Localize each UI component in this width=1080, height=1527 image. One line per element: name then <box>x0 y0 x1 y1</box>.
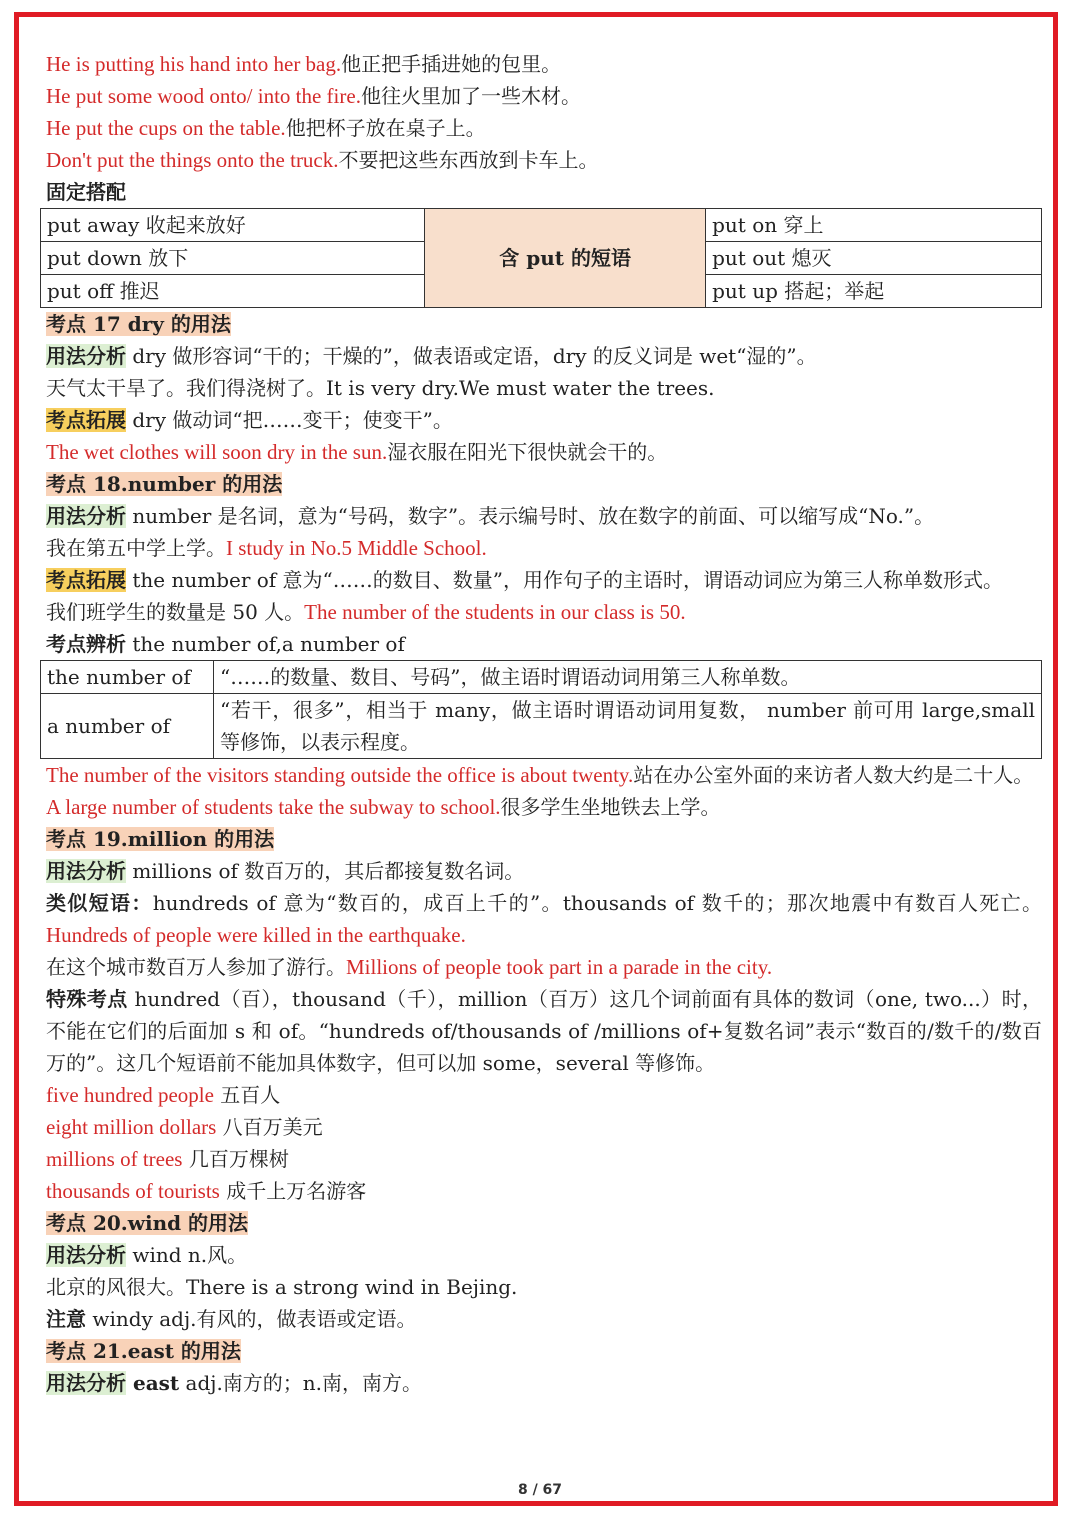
document-body <box>46 48 1042 1399</box>
special-point: 特殊考点 hundred（百），thousand（千），million（百万）这几个词前面有具体的数词（one, two...）时，不能在它们的后面加 s 和 of。“hundreds of/thousands of /millions of+复数名词”表示“数百的/数千的/数百万的”。这几个短语前不能加具体数字，但可以加 some，several 等修饰。 <box>46 987 1043 1075</box>
term-cell: the number of <box>41 661 214 694</box>
similar-phrases: 类似短语：hundreds of 意为“数百的，成百上千的”。thousands of 数千的；那次地震中有数百人死亡。Hundreds of people were killed in the earthquake. <box>46 891 1043 947</box>
phrase-example: thousands of tourists 成千上万名游客 <box>46 1179 367 1203</box>
note-line: 注意 windy adj.有风的，做表语或定语。 <box>46 1307 417 1331</box>
analysis-line: 用法分析 wind n.风。 <box>46 1243 248 1267</box>
section-title: 考点 21.east 的用法 <box>46 1339 241 1363</box>
phrase-example: eight million dollars 八百万美元 <box>46 1115 323 1139</box>
distinction-line: 考点辨析 the number of,a number of <box>46 632 405 656</box>
phrase-cell: put out 熄灭 <box>706 242 1042 275</box>
phrase-table-title: 含 put 的短语 <box>425 209 706 308</box>
extension-line: 考点拓展 dry 做动词“把……变干；使变干”。 <box>46 408 453 432</box>
phrase-cell: put on 穿上 <box>706 209 1042 242</box>
section-title: 考点 18.number 的用法 <box>46 472 283 496</box>
phrase-cell: put off 推迟 <box>41 275 425 308</box>
example-line: A large number of students take the subway to school.很多学生坐地铁去上学。 <box>46 795 721 819</box>
fixed-phrases-heading: 固定搭配 <box>46 180 126 204</box>
put-phrase-table <box>40 208 1042 308</box>
example-line: He is putting his hand into her bag.他正把手插进她的包里。 <box>46 52 562 76</box>
example-line: The wet clothes will soon dry in the sun.湿衣服在阳光下很快就会干的。 <box>46 440 668 464</box>
example-line: 天气太干旱了。我们得浇树了。It is very dry.We must water the trees. <box>46 376 715 400</box>
phrase-example: millions of trees 几百万棵树 <box>46 1147 289 1171</box>
example-line: 北京的风很大。There is a strong wind in Bejing. <box>46 1275 518 1299</box>
example-line: He put some wood onto/ into the fire.他往火里加了一些木材。 <box>46 84 581 108</box>
number-distinction-table <box>40 660 1042 759</box>
section-title: 考点 17 dry 的用法 <box>46 312 231 336</box>
analysis-line: 用法分析 millions of 数百万的，其后都接复数名词。 <box>46 859 525 883</box>
phrase-cell: put away 收起来放好 <box>41 209 425 242</box>
phrase-cell: put up 搭起；举起 <box>706 275 1042 308</box>
phrase-cell: put down 放下 <box>41 242 425 275</box>
analysis-line: 用法分析 east adj.南方的；n.南，南方。 <box>46 1371 423 1395</box>
example-line: 我在第五中学上学。I study in No.5 Middle School. <box>46 536 487 560</box>
analysis-line: 用法分析 number 是名词，意为“号码，数字”。表示编号时、放在数字的前面、可以缩写成“No.”。 <box>46 504 935 528</box>
desc-cell: “……的数量、数目、号码”，做主语时谓语动词用第三人称单数。 <box>214 661 1042 694</box>
section-title: 考点 19.million 的用法 <box>46 827 275 851</box>
example-line: 我们班学生的数量是 50 人。The number of the students in our class is 50. <box>46 600 686 624</box>
desc-cell: “若干，很多”，相当于 many，做主语时谓语动词用复数， number 前可用 large,small 等修饰，以表示程度。 <box>214 694 1042 759</box>
extension-line: 考点拓展 the number of 意为“……的数目、数量”，用作句子的主语时，谓语动词应为第三人称单数形式。 <box>46 568 1004 592</box>
term-cell: a number of <box>41 694 214 759</box>
example-line: Don't put the things onto the truck.不要把这些东西放到卡车上。 <box>46 148 599 172</box>
section-title: 考点 20.wind 的用法 <box>46 1211 249 1235</box>
page-number: 8 / 67 <box>517 1482 563 1498</box>
example-line: 在这个城市数百万人参加了游行。Millions of people took part in a parade in the city. <box>46 955 773 979</box>
example-line: The number of the visitors standing outside the office is about twenty.站在办公室外面的来访者人数大约是二十人。 <box>46 763 1034 787</box>
analysis-line: 用法分析 dry 做形容词“干的；干燥的”，做表语或定语，dry 的反义词是 wet“湿的”。 <box>46 344 817 368</box>
phrase-example: five hundred people 五百人 <box>46 1083 281 1107</box>
example-line: He put the cups on the table.他把杯子放在桌子上。 <box>46 116 486 140</box>
